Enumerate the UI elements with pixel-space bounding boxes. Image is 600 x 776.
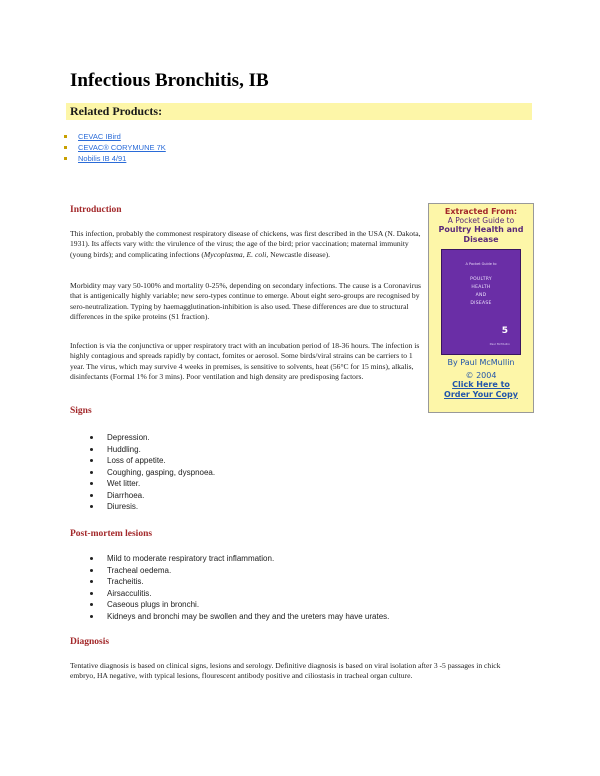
list-item (90, 432, 215, 444)
bullet-icon (90, 459, 93, 462)
list-item-text: Wet litter. (107, 479, 141, 488)
cover-title-line: POULTRY (470, 277, 492, 282)
introduction-paragraph-2: Morbidity may vary 50-100% and mortality 0-25%, depending on secondary infections. The cause is a Coronavirus that is antigenically highly variable; new sero-types continue to emerge. About eight sero-groups are recognised by sero-neutralization. Typing by haemagglutination-inhibition is also used. These differences are due to structural differences in the spike proteins (S1 fraction). (70, 281, 421, 322)
intro-text: This infection, probably the commonest respiratory disease of chickens, was first described in the USA (N. Dakota, 1931). Its affects vary with: the virulence of the virus; the age of the bird; prior vaccination; maternal immunity (young birds); and complicating infections ( (70, 229, 421, 259)
book-cover-image[interactable] (441, 249, 521, 355)
list-item (64, 131, 166, 142)
list-item (90, 455, 215, 467)
bullet-icon (64, 135, 67, 138)
bullet-icon (90, 580, 93, 583)
list-item (90, 588, 389, 600)
postmortem-heading: Post-mortem lesions (70, 529, 153, 539)
bullet-icon (90, 448, 93, 451)
bullet-icon (64, 146, 67, 149)
list-item (90, 490, 215, 502)
intro-text: Newcastle disease). (268, 249, 331, 259)
page-title: Infectious Bronchitis, IB (70, 70, 269, 91)
cover-title-line: DISEASE (470, 301, 492, 306)
ad-extracted-label: Extracted From: (444, 207, 518, 216)
intro-italic-text: Mycoplasma, E. coli, (203, 249, 269, 259)
bullet-icon (90, 592, 93, 595)
list-item (90, 467, 215, 479)
list-item-text: Huddling. (107, 444, 141, 454)
list-item (90, 565, 389, 577)
bullet-icon (90, 569, 93, 572)
list-item (90, 478, 215, 490)
ad-year: © 2004 (465, 370, 497, 380)
order-link-line-2[interactable]: Order Your Copy (444, 389, 518, 399)
list-item (90, 553, 389, 565)
list-item-text: Caseous plugs in bronchi. (107, 600, 200, 609)
related-products-heading: Related Products: (66, 103, 532, 120)
related-products-list (64, 131, 166, 164)
ad-author: By Paul McMullin (447, 358, 515, 367)
introduction-paragraph-1 (70, 229, 422, 260)
cover-title-line: HEALTH (471, 285, 491, 290)
signs-heading: Signs (70, 406, 92, 416)
cover-top-text: A Pocket Guide to (465, 262, 497, 266)
list-item (90, 501, 215, 513)
bullet-icon (90, 471, 93, 474)
bullet-icon (90, 436, 93, 439)
list-item (90, 444, 215, 456)
introduction-paragraph-3: Infection is via the conjunctiva or upper respiratory tract with an incubation period of 18-36 hours. The infection is highly contagious and spreads rapidly by contact, fomites or aerosol. Some birds/viral strains can be carriers to 1 year. The virus, which may survive 4 weeks in premises, is sensitive to solvents, heat (56°C for 15 mins), alkalis, disinfectants (Formal 1% for 3 mins). Poor ventilation and high density are predisposing factors. (70, 341, 420, 382)
list-item-text: Diuresis. (107, 502, 139, 511)
list-item-text: Tracheitis. (107, 577, 144, 586)
postmortem-list (90, 553, 389, 622)
bullet-icon (90, 494, 93, 497)
list-item (90, 599, 389, 611)
diagnosis-paragraph: Tentative diagnosis is based on clinical signs, lesions and serology. Definitive diagnosis is based on viral isolation after 3 -5 passages in chick embryo, HA negative, with typical lesions, flourescent antibody positive and ciliostasis in tracheal organ culture. (70, 661, 501, 681)
bullet-icon (90, 482, 93, 485)
cover-number: 5 (501, 326, 508, 336)
ad-book-title: Poultry Health and Disease (438, 225, 524, 244)
book-advert[interactable] (428, 203, 534, 413)
cover-author: Paul McMullin (489, 342, 510, 346)
list-item-text: Depression. (107, 433, 150, 442)
cover-title-line: AND (475, 293, 487, 298)
order-link-line-1[interactable]: Click Here to (452, 380, 510, 389)
list-item-text: Kidneys and bronchi may be swollen and they and the ureters may have urates. (107, 611, 390, 621)
list-item-text: Diarrhoea. (107, 490, 145, 500)
product-link-nobilis[interactable]: Nobilis IB 4/91 (78, 154, 127, 163)
list-item-text: Coughing, gasping, dyspnoea. (107, 467, 216, 477)
list-item-text: Airsacculitis. (107, 588, 152, 598)
bullet-icon (90, 603, 93, 606)
list-item (90, 611, 389, 623)
bullet-icon (64, 157, 67, 160)
list-item (90, 576, 389, 588)
list-item-text: Tracheal oedema. (107, 565, 172, 575)
signs-list (90, 432, 215, 513)
list-item-text: Mild to moderate respiratory tract inflammation. (107, 554, 275, 563)
introduction-heading: Introduction (70, 205, 122, 215)
product-link-cevac-corymune[interactable]: CEVAC® CORYMUNE 7K (78, 143, 166, 152)
ad-guide-label: A Pocket Guide to (447, 216, 515, 225)
bullet-icon (90, 505, 93, 508)
bullet-icon (90, 557, 93, 560)
diagnosis-heading: Diagnosis (70, 637, 110, 647)
list-item (64, 142, 166, 153)
list-item-text: Loss of appetite. (107, 456, 166, 465)
cover-title (442, 276, 520, 308)
bullet-icon (90, 615, 93, 618)
list-item (64, 153, 166, 164)
product-link-cevac-ibird[interactable]: CEVAC IBird (78, 132, 121, 141)
